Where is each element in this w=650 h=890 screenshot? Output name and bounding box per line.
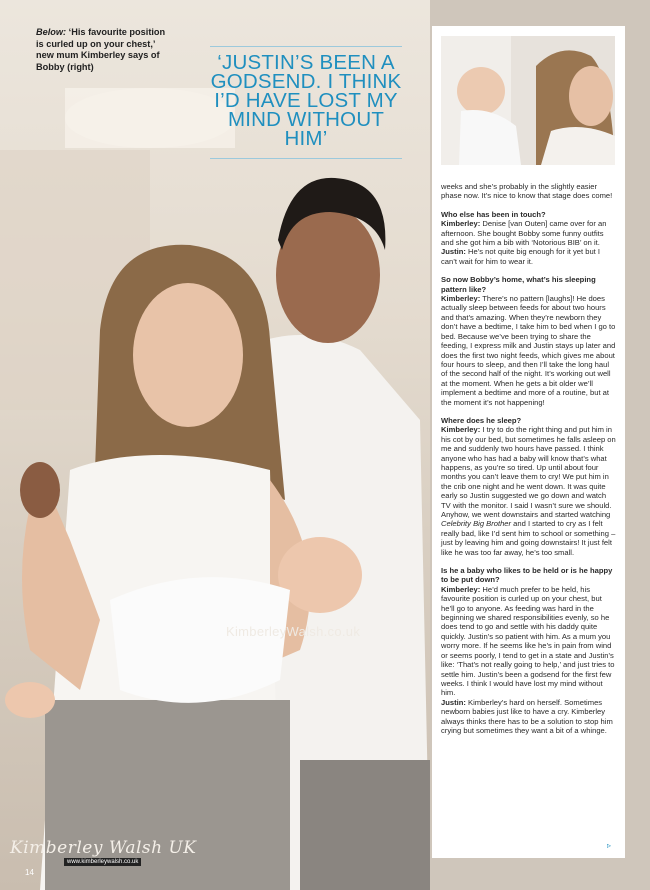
speaker-label: Kimberley:: [441, 294, 481, 304]
answer-1-justin: [441, 247, 617, 266]
answer-4-kimberley: [441, 585, 617, 698]
question-4: Is he a baby who likes to be held or is he happy to be put down?: [441, 566, 613, 585]
answer-4-justin: [441, 698, 617, 736]
answer-3-kimberley: [441, 425, 617, 557]
baby-head: [278, 537, 362, 613]
answer-text: and I started to cry as I felt really bad, like I’d sent him to school or something – just by leaving him and going downstairs! It just felt like he was too far away, he’s too small.: [441, 519, 616, 557]
page-number: 14: [25, 868, 34, 877]
intro-paragraph: weeks and she’s probably in the slightly easier phase now. It’s nice to know that stage does come!: [441, 182, 613, 201]
answer-text: I try to do the right thing and put him in his cot by our bed, but sometimes he falls asleep on me and suddenly two hours have passed. I think anyone who has had a baby will know that’s what happens, as you’re so tired. Up until about four months you can’t leave them to cry! We put him in the crib one night and he went down. It was quite early so Justin suggested we go down and watch TV with the monitor. I said I wasn’t sure we should. Anyhow, we went downstairs and started watching: [441, 425, 616, 519]
woman-face: [133, 283, 243, 427]
baby-outfit: [110, 577, 290, 703]
question-2: So now Bobby’s home, what’s his sleeping pattern like?: [441, 275, 596, 294]
show-title: Celebrity Big Brother: [441, 519, 512, 529]
answer-text: There’s no pattern [laughs]! He does actually sleep between feeds for about two hours and that’s amazing. When they’re newborn they don’t have a bedtime, I take him to bed when I go to bed. Because we’ve been trying to share the feeding, I express milk and Justin stays up later and does the first two night feeds, which gives me about four hours to sleep, and then I’ll take the long haul of the second half of the night. It’s working out well at the moment. When he gets a bit older we’ll implement a bedtime and more of a routine, but at the moment it’s not happening!: [441, 294, 616, 407]
answer-1-kimberley: [441, 219, 617, 247]
watermark-url: www.kimberleywalsh.co.uk: [64, 858, 141, 866]
caption-text: ‘His favourite position is curled up on your chest,’ new mum Kimberley says of Bobby (right): [36, 27, 166, 72]
watermark-logo: Kimberley Walsh UK: [10, 838, 197, 858]
answer-text: Denise [van Outen] came over for an afternoon. She bought Bobby some funny outfits and she got him a bib with ‘Notorious BIB’ on it.: [441, 219, 607, 248]
photo-watermark: KimberleyWalsh.co.uk: [226, 624, 361, 639]
question-1: Who else has been in touch?: [441, 209, 546, 219]
answer-2-kimberley: [441, 294, 617, 407]
question-3: Where does he sleep?: [441, 415, 522, 425]
answer-text: He’s not quite big enough for it yet but I can’t wait for him to wear it.: [441, 247, 601, 266]
answer-text: Kimberley’s hard on herself. Sometimes newborn babies just like to have a cry. Kimberley always thinks there has to be a solution to stop him crying but sometimes they want a bit of a whinge.: [441, 697, 613, 735]
caption-lead: Below:: [36, 27, 67, 37]
article-text: [441, 182, 617, 735]
speaker-label: Kimberley:: [441, 219, 481, 229]
thumbnail-photo: [441, 36, 615, 165]
thumbnail-woman-face: [569, 66, 613, 126]
thumbnail-illustration: [441, 36, 615, 165]
speaker-label: Kimberley:: [441, 584, 481, 594]
speaker-label: Kimberley:: [441, 425, 481, 435]
speaker-label: Justin:: [441, 247, 466, 257]
thumbnail-baby-head: [457, 67, 505, 115]
answer-text: He’d much prefer to be held, his favourite position is curled up on your chest, but he’ll go to anyone. As feeding was hard in the beginning we shared responsibilities evenly, so he does tend to go and settle with his daddy quite quickly. Justin’s so patient with him. As a mum you worry more. If he seems like he’s in pain from wind or seems poorly, I tend to get in a state and Justin’s like: ‘That’s not really going to help,’ and just tries to settle him. Justin’s been a godsend for the first few weeks. I think I would have lost my mind without him.: [441, 584, 615, 698]
continue-arrow-icon: ▹: [607, 841, 612, 850]
article-column: [432, 26, 625, 858]
pull-quote: ‘JUSTIN’S BEEN A GODSEND. I THINK I’D HAVE LOST MY MIND WITHOUT HIM’: [210, 46, 402, 159]
photo-caption: [36, 27, 171, 73]
speaker-label: Justin:: [441, 697, 466, 707]
